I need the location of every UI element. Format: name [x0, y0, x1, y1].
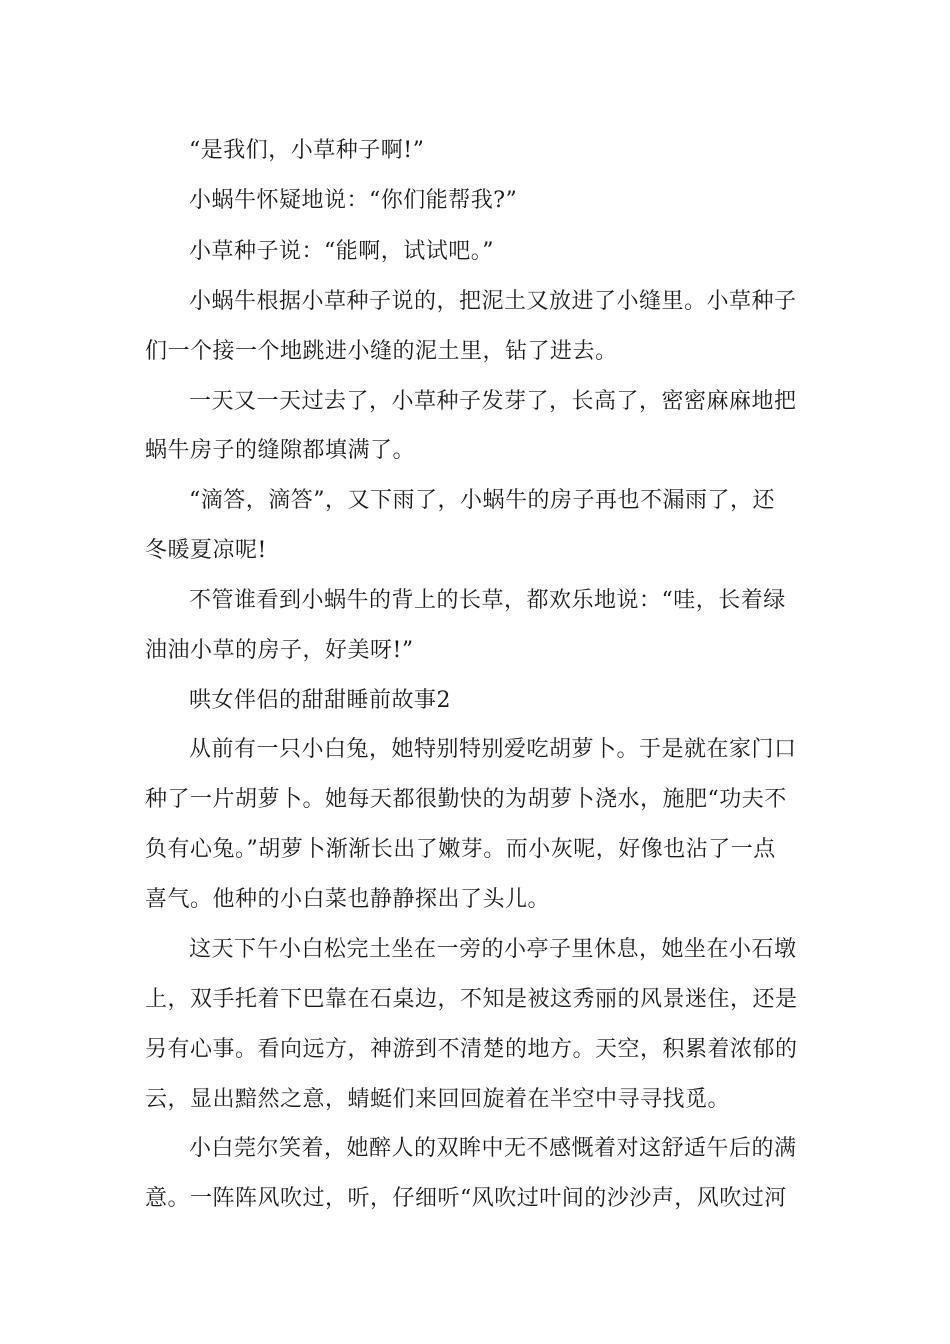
- text-line: 一天又一天过去了，小草种子发芽了，长高了，密密麻麻地把: [189, 389, 797, 414]
- text-line: 不管谁看到小蜗牛的背上的长草，都欢乐地说：“哇，长着绿: [189, 588, 786, 613]
- text-line: 小白莞尔笑着，她醉人的双眸中无不感慨着对这舒适午后的满: [189, 1136, 797, 1161]
- text-line: 喜气。他种的小白菜也静静探出了头儿。: [145, 887, 551, 912]
- section-heading: 哄女伴侣的甜甜睡前故事2: [189, 688, 451, 713]
- text-line: 上，双手托着下巴靠在石桌边，不知是被这秀丽的风景迷住，还是: [145, 987, 798, 1012]
- text-line: 冬暖夏凉呢!: [145, 538, 267, 563]
- text-line: 小蜗牛根据小草种子说的，把泥土又放进了小缝里。小草种子: [189, 289, 797, 314]
- text-line: 云，显出黯然之意，蜻蜓们来回回旋着在半空中寻寻找觅。: [145, 1087, 731, 1112]
- text-line: 另有心事。看向远方，神游到不清楚的地方。天空，积累着浓郁的: [145, 1037, 798, 1062]
- text-line: 从前有一只小白兔，她特别特别爱吃胡萝卜。于是就在家门口: [189, 737, 797, 762]
- text-line: 蜗牛房子的缝隙都填满了。: [145, 438, 416, 463]
- text-line: 小蜗牛怀疑地说：“你们能帮我?”: [189, 188, 518, 213]
- text-line: 意。一阵阵风吹过，听，仔细听“风吹过叶间的沙沙声，风吹过河: [145, 1186, 787, 1211]
- text-line: 种了一片胡萝卜。她每天都很勤快的为胡萝卜浇水，施肥“功夫不: [145, 787, 787, 812]
- text-line: “是我们，小草种子啊!”: [189, 138, 425, 163]
- text-line: “滴答，滴答”，又下雨了，小蜗牛的房子再也不漏雨了，还: [189, 488, 775, 513]
- text-line: 油油小草的房子，好美呀!”: [145, 638, 414, 663]
- text-line: 们一个接一个地跳进小缝的泥土里，钻了进去。: [145, 339, 618, 364]
- text-line: 这天下午小白松完土坐在一旁的小亭子里休息，她坐在小石墩: [189, 937, 797, 962]
- text-line: 小草种子说：“能啊，试试吧。”: [189, 239, 494, 264]
- text-line: 负有心兔。”胡萝卜渐渐长出了嫩芽。而小灰呢，好像也沾了一点: [145, 837, 776, 862]
